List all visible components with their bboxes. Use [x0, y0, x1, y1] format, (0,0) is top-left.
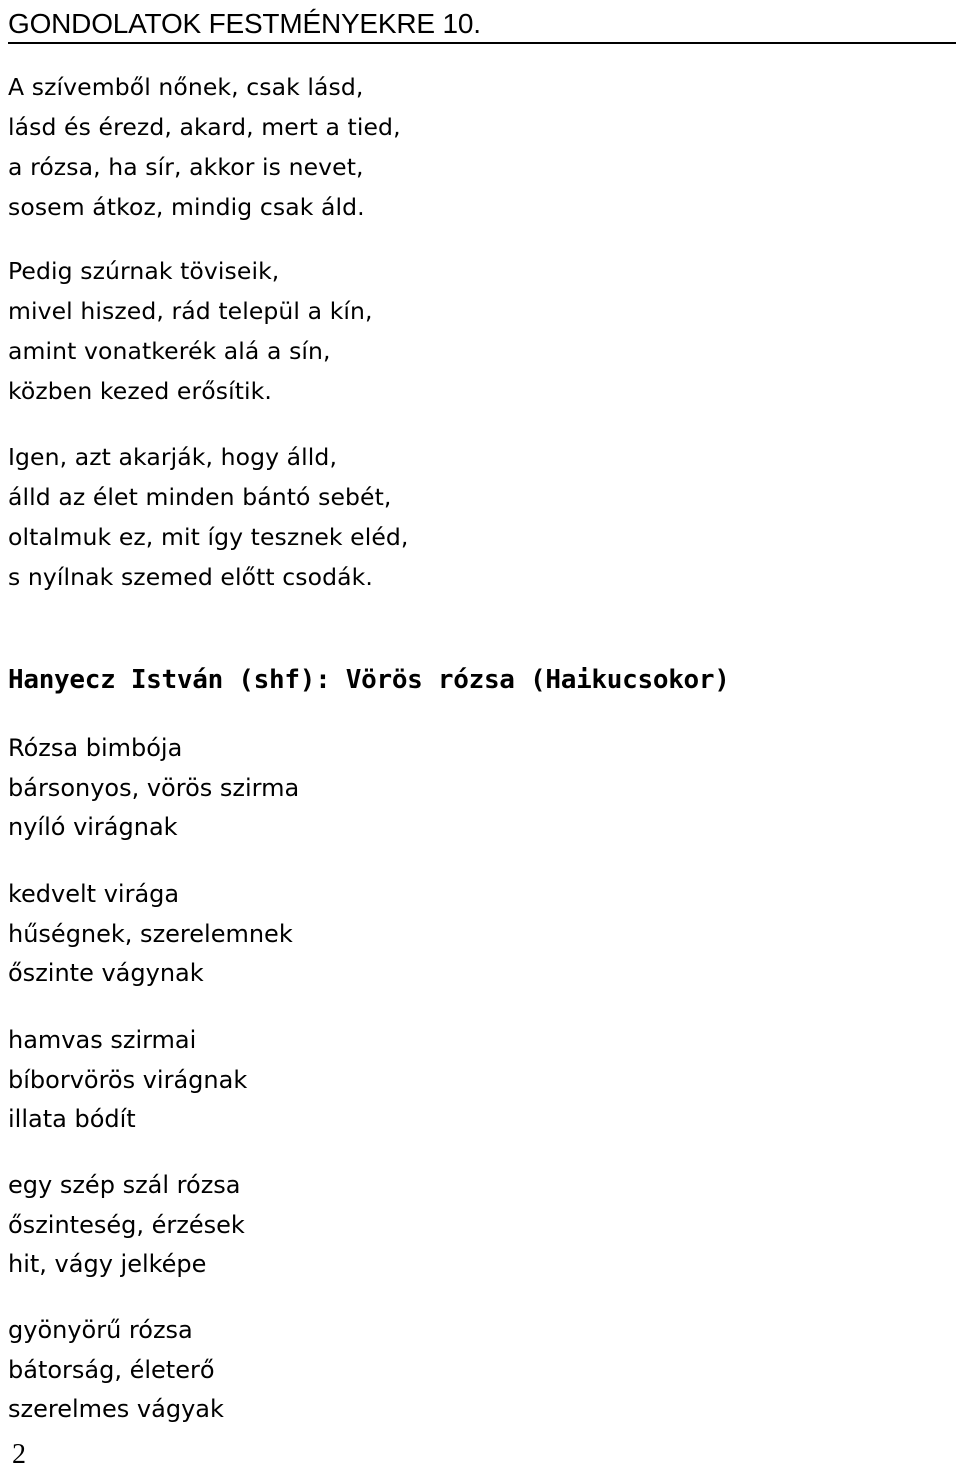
poem2-stanza-3 [8, 1021, 247, 1140]
poem-line: a rózsa, ha sír, akkor is nevet, [8, 153, 364, 181]
poem1-stanza-3 [8, 437, 409, 597]
poem-line: kedvelt virága [8, 880, 180, 908]
poem-line: bátorság, életerő [8, 1355, 215, 1384]
poem-line: őszinteség, érzések [8, 1210, 245, 1239]
poem-line: bársonyos, vörös szirma [8, 773, 300, 802]
poem1-stanza-2 [8, 251, 373, 411]
poem-line: mivel hiszed, rád települ a kín, [8, 297, 373, 325]
poem-line: Igen, azt akarják, hogy álld, [8, 443, 338, 471]
poem-line: lásd és érezd, akard, mert a tied, [8, 113, 401, 141]
poem-line: szerelmes vágyak [8, 1395, 224, 1423]
poem2-stanza-4 [8, 1166, 245, 1285]
poem-line: Rózsa bimbója [8, 734, 183, 762]
poem-line: A szívemből nőnek, csak lásd, [8, 73, 364, 101]
poem2-stanza-1 [8, 729, 299, 848]
poem-line: illata bódít [8, 1105, 136, 1133]
poem-line: amint vonatkerék alá a sín, [8, 337, 331, 365]
page-number: 2 [12, 1439, 26, 1470]
running-header-title: GONDOLATOK FESTMÉNYEKRE 10. [8, 8, 481, 39]
poem2-stanza-5 [8, 1311, 224, 1430]
poem-line: őszinte vágynak [8, 959, 204, 987]
poem-line: közben kezed erősítik. [8, 377, 272, 405]
poem-line: oltalmuk ez, mit így tesznek eléd, [8, 523, 409, 551]
poem-line: álld az élet minden bántó sebét, [8, 483, 392, 511]
poem2-stanza-2 [8, 875, 293, 994]
poem1-stanza-1 [8, 67, 401, 227]
poem-line: sosem átkoz, mindig csak áld. [8, 193, 365, 221]
poem-line: hamvas szirmai [8, 1026, 197, 1054]
poem2-title: Hanyecz István (shf): Vörös rózsa (Haikucsokor) [8, 665, 730, 695]
poem-line: hit, vágy jelképe [8, 1250, 207, 1278]
poem-line: gyönyörű rózsa [8, 1316, 193, 1344]
running-header [8, 6, 956, 44]
poem-line: Pedig szúrnak töviseik, [8, 257, 280, 285]
poem-line: egy szép szál rózsa [8, 1171, 241, 1199]
poem-line: s nyílnak szemed előtt csodák. [8, 563, 373, 591]
poem-line: hűségnek, szerelemnek [8, 919, 293, 948]
poem-line: nyíló virágnak [8, 813, 178, 841]
poem-line: bíborvörös virágnak [8, 1065, 248, 1094]
